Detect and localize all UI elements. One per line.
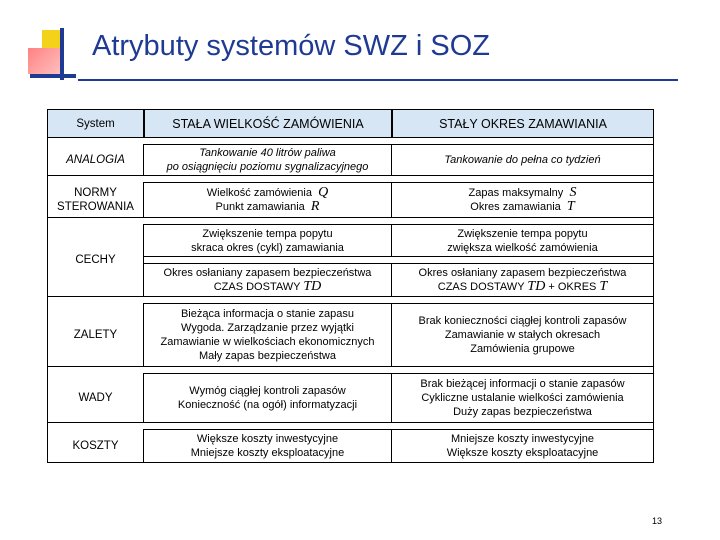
header-soz: STAŁY OKRES ZAMAWIANIA: [392, 109, 654, 138]
koszty-swz: [144, 429, 392, 463]
zalety-soz-line: Zamawianie w stałych okresach: [444, 329, 601, 341]
normy-swz: [144, 182, 392, 218]
normy-soz-line: Zapas maksymalny S: [468, 185, 577, 200]
cechy-2-swz-line: Okres osłaniany zapasem bezpieczeństwa: [163, 267, 372, 279]
row-label-analogia: ANALOGIA: [47, 144, 144, 176]
comparison-table: [47, 109, 654, 463]
row-koszty: [47, 429, 654, 463]
koszty-soz: [392, 429, 654, 463]
logo-horizontal-bar: [30, 74, 76, 78]
slide-logo: [0, 0, 80, 90]
symbol-s: S: [569, 185, 577, 200]
analogia-soz: Tankowanie do pełna co tydzień: [392, 144, 654, 176]
zalety-swz: [144, 303, 392, 367]
logo-vertical-bar: [60, 28, 64, 80]
koszty-soz-line: Większe koszty eksploatacyjne: [446, 447, 599, 459]
zalety-swz-line: Bieżąca informacja o stanie zapasu: [180, 308, 355, 320]
normy-soz: [392, 182, 654, 218]
row-label-cechy: CECHY: [47, 224, 144, 297]
symbol-td: TD: [303, 279, 322, 294]
slide-title: Atrybuty systemów SWZ i SOZ: [92, 30, 490, 62]
normy-swz-line: Wielkość zamówienia Q: [206, 185, 329, 200]
zalety-swz-line: Zamawianie w wielkościach ekonomicznych: [160, 336, 375, 348]
row-label-normy: [47, 182, 144, 218]
cechy-1-soz: [392, 224, 654, 257]
symbol-td: TD: [527, 279, 546, 294]
cechy-2-swz-line: CZAS DOSTAWY TD: [213, 279, 322, 294]
page-number: 13: [652, 516, 663, 526]
wady-soz-line: Brak bieżącej informacji o stanie zapasów: [420, 378, 625, 390]
analogia-swz: [144, 144, 392, 176]
cechy-2-soz-line: Okres osłaniany zapasem bezpieczeństwa: [418, 267, 627, 279]
wady-soz-line: Duży zapas bezpieczeństwa: [453, 406, 592, 418]
normy-label-line: NORMY: [74, 186, 117, 199]
cechy-1-swz: [144, 224, 392, 257]
analogia-swz-line: Tankowanie 40 litrów paliwa: [199, 147, 336, 159]
row-wady: [47, 373, 654, 423]
koszty-soz-line: Mniejsze koszty inwestycyjne: [450, 433, 595, 445]
cechy-1-swz-line: Zwiększenie tempa popytu: [202, 227, 333, 240]
symbol-t: T: [599, 279, 608, 294]
logo-yellow-square: [42, 30, 60, 48]
row-label-wady: WADY: [47, 373, 144, 423]
row-zalety: [47, 303, 654, 367]
zalety-swz-line: Mały zapas bezpieczeństwa: [199, 350, 336, 362]
header-row: [47, 109, 654, 138]
header-system: System: [47, 109, 144, 138]
cechy-2-swz: [144, 263, 392, 297]
cechy-2-soz: [392, 263, 654, 297]
cechy-1-soz-line: zwiększa wielkość zamówienia: [447, 241, 598, 254]
row-label-zalety: ZALETY: [47, 303, 144, 367]
wady-swz-line: Konieczność (na ogół) informatyzacji: [177, 399, 358, 411]
normy-label-line: STEROWANIA: [57, 200, 134, 213]
header-swz: STAŁA WIELKOŚĆ ZAMÓWIENIA: [144, 109, 392, 138]
zalety-soz-line: Brak konieczności ciągłej kontroli zapasów: [418, 315, 627, 327]
normy-swz-line: Punkt zamawiania R: [215, 199, 320, 214]
symbol-t: T: [566, 199, 575, 214]
cechy-1-soz-line: Zwiększenie tempa popytu: [457, 227, 588, 240]
row-analogia: [47, 144, 654, 176]
row-label-koszty: KOSZTY: [47, 429, 144, 463]
koszty-swz-line: Większe koszty inwestycyjne: [196, 433, 339, 445]
wady-swz: [144, 373, 392, 423]
symbol-r: R: [310, 199, 320, 214]
cechy-1-swz-line: skraca okres (cykl) zamawiania: [191, 241, 344, 254]
symbol-q: Q: [318, 185, 329, 200]
row-normy: [47, 182, 654, 218]
row-cechy-1: [47, 224, 654, 257]
koszty-swz-line: Mniejsze koszty eksploatacyjne: [190, 447, 345, 459]
zalety-soz: [392, 303, 654, 367]
wady-swz-line: Wymóg ciągłej kontroli zapasów: [189, 385, 346, 397]
analogia-swz-line: po osiągnięciu poziomu sygnalizacyjnego: [166, 161, 369, 173]
cechy-2-soz-line: CZAS DOSTAWY TD + OKRES T: [437, 279, 608, 294]
normy-soz-line: Okres zamawiania T: [470, 199, 575, 214]
zalety-soz-line: Zamówienia grupowe: [470, 343, 575, 355]
logo-red-square: [28, 48, 60, 74]
zalety-swz-line: Wygoda. Zarządzanie przez wyjątki: [181, 322, 354, 334]
wady-soz-line: Cykliczne ustalanie wielkości zamówienia: [421, 392, 624, 404]
title-underline: [78, 79, 678, 81]
wady-soz: [392, 373, 654, 423]
